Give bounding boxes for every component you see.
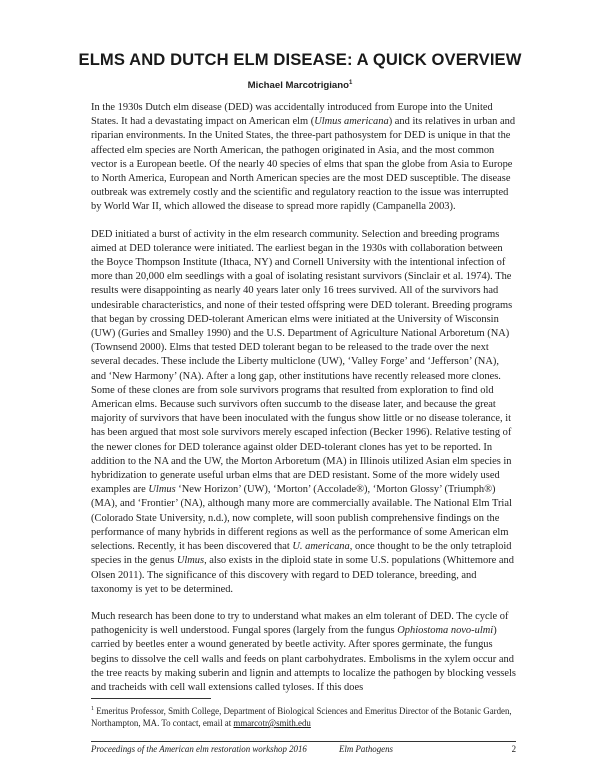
page-number: 2 (511, 744, 516, 754)
paragraph-3 (91, 610, 516, 695)
genus-name: Ulmus (148, 484, 176, 496)
species-name: Ophiostoma novo-ulmi (397, 625, 494, 637)
footer-divider (91, 741, 516, 742)
author-line (40, 80, 560, 91)
text-run: DED initiated a burst of activity in the elm research community. Selection and breeding programs aimed at DED tolerance were initiated. The earliest began in the 1930s with collaboration between the Boyce Thompson Institute (Ithaca, NY) and Cornell University with the intentional infection of more than 20,000 elm seedlings with a goal of isolating resistant survivors (Sinclair et al. 1974). The results were disappointing as nearly 40 years later only 16 trees survived. All of the survivors had undesirable characteristics, and none of their tested offspring were DED tolerant. Breeding programs that began by crossing DED-tolerant American elms were initiated at the University of Wisconsin (UW) (Guries and Smalley 1990) and the U.S. Department of Agriculture National Arboretum (NA) (Townsend 2000). Elms that tested DED tolerant began to be released to the trade over the next several decades. These include the Liberty multiclone (UW), ‘Valley Forge’ and ‘Jefferson’ (NA), and ‘New Harmony’ (NA). After a long gap, other institutions have recently released more clones. Some of these clones are from sole survivors programs that resulted from exploration to find old American elms. Because such survivors often succumb to the disease later, and because the great majority of survivors that have been inoculated with the fungus show little or no disease tolerance, it has been argued that most sole survivors merely escaped infection (Becker 1996). Relative testing of the newer clones for DED tolerance against older DED-tolerant clones has yet to be reported. In addition to the NA and the UW, the Morton Arboretum (MA) in Illinois utilized Asian elm species in hybridization to generate useful urban elms that are DED resistant. Some of the more widely used examples are (91, 228, 513, 496)
article-body (91, 101, 516, 695)
text-run: ) and its relatives in urban and riparian environments. In the United States, the three-part pathosystem for DED is unique in that the affected elm species are North American, the pathogen originated in Asia, and the most common vector is a European beetle. Of the nearly 40 species of elms that span the globe from Asia to Europe to North America, European and North American species are the most DED susceptible. The disease outbreak was extremely costly and the scientific and regulatory reaction to the issue was interrupted by World War II, which allowed the disease to spread more rapidly (Campanella 2003). (91, 116, 516, 213)
species-name: U. americana (292, 541, 350, 553)
footnote (91, 703, 516, 729)
genus-name: Ulmus (176, 555, 205, 567)
author-name: Michael Marcotrigiano (247, 80, 349, 92)
footnote-text: Emeritus Professor, Smith College, Department of Biological Sciences and Emeritus Director of the Botanic Garden, Northampton, MA. To contact, email at (91, 705, 512, 728)
proceedings-title: Proceedings of the American elm restoration workshop 2016 (91, 744, 307, 754)
section-title: Elm Pathogens (339, 744, 393, 754)
document-title: ELMS AND DUTCH ELM DISEASE: A QUICK OVERVIEW (78, 50, 522, 69)
footnote-divider (91, 698, 211, 699)
author-footnote-mark: 1 (348, 80, 353, 86)
text-run: Much research has been done to try to understand what makes an elm tolerant of DED. The cycle of pathogenicity is well understood. Fungal spores (largely from the fungus (91, 610, 509, 637)
text-run: In the 1930s Dutch elm disease (DED) was accidentally introduced from Europe into the United States. It had a devastating impact on American elm ( (91, 102, 493, 128)
email-link[interactable]: mmarcotr@smith.edu (233, 717, 311, 728)
text-run: , also exists in the diploid state in some U.S. populations (Whittemore and Olsen 2011). The significance of this discovery with regard to DED tolerance, breeding, and taxonomy is yet to be determined. (91, 555, 514, 595)
text-run: ‘New Horizon’ (UW), ‘Morton’ (Accolade®), ‘Morton Glossy’ (Triumph®) (MA), and ‘Frontier’ (NA), although many more are commercially available. The National Elm Trial (Colorado State University, n.d.), now complete, will soon publish comprehensive findings on the performance of many hybrids in different regions as well as the performance of some American elm selections. Recently, it has been discovered that (91, 484, 512, 553)
paragraph-2 (91, 228, 516, 597)
paragraph-1 (91, 101, 516, 215)
footnote-mark: 1 (91, 706, 94, 712)
text-run: ) carried by beetles enter a wound generated by beetle activity. After spores germinate, the fungus begins to dissolve the cell walls and feeds on plant carbohydrates. Embolisms in the xylem occur and the tree reacts by making suberin and lignin and attempts to localize the pathogen by blocking vessels and tracheids with cell wall extensions called tyloses. If this does (91, 625, 516, 693)
text-run: , once thought to be the only tetraploid species in the genus (91, 541, 512, 567)
species-name: Ulmus americana (314, 116, 389, 128)
